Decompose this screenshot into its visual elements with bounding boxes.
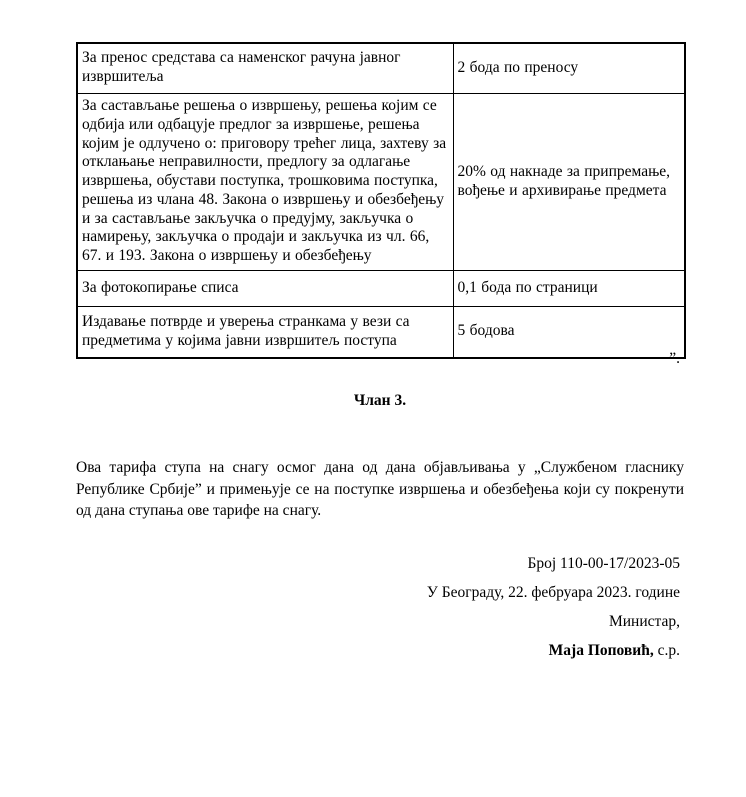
signatory-line	[76, 641, 680, 661]
tariff-value-cell: 0,1 бода по страници	[453, 270, 685, 306]
minister-title: Министар,	[608, 613, 680, 630]
table-row	[77, 270, 685, 306]
tariff-value-cell: 20% од накнаде за припремање, вођење и архивирање предмета	[453, 93, 685, 270]
tariff-table	[76, 42, 686, 359]
table-row	[77, 93, 685, 270]
tariff-item-cell: За састављање решења о извршењу, решења којим се одбија или одбацује предлог за извршење, решења којим је одлучено о: приговору трећег лица, захтеву за отклањање неправилности, предлогу за одлагање извршења, обустави поступка, трошковима поступка, решења из члана 48. Закона о извршењу и обезбеђењу и за састављање закључка о предујму, закључка о намирењу, закључка о продаји и закључка из чл. 66, 67. и 193. Закона о извршењу и обезбеђењу	[77, 93, 453, 270]
tariff-item-cell: За пренос средстава са наменског рачуна јавног извршитеља	[77, 43, 453, 93]
tariff-value-cell: 2 бода по преносу	[453, 43, 685, 93]
signature-block	[76, 554, 680, 670]
closing-quote: ”.	[669, 350, 680, 367]
document-number: Број 110-00-17/2023-05	[527, 555, 680, 572]
signatory-suffix: с.р.	[653, 642, 680, 659]
table-row	[77, 43, 685, 93]
tariff-item-cell: Издавање потврде и уверења странкама у вези са предметима у којима јавни извршитељ поступа	[77, 306, 453, 358]
article-heading: Члан 3.	[353, 392, 407, 409]
signatory-name: Маја Поповић,	[548, 642, 654, 659]
tariff-item-cell: За фотокопирање списа	[77, 270, 453, 306]
place-and-date: У Београду, 22. фебруара 2023. године	[426, 584, 680, 601]
entry-into-force-paragraph: Ова тарифа ступа на снагу осмог дана од дана објављивања у „Службеном гласнику Републике Србије” и примењује се на поступке извршења и обезбеђења који су покренути од дана ступања ове тарифе на снагу.	[76, 459, 684, 519]
tariff-value-cell: 5 бодова	[453, 306, 685, 358]
